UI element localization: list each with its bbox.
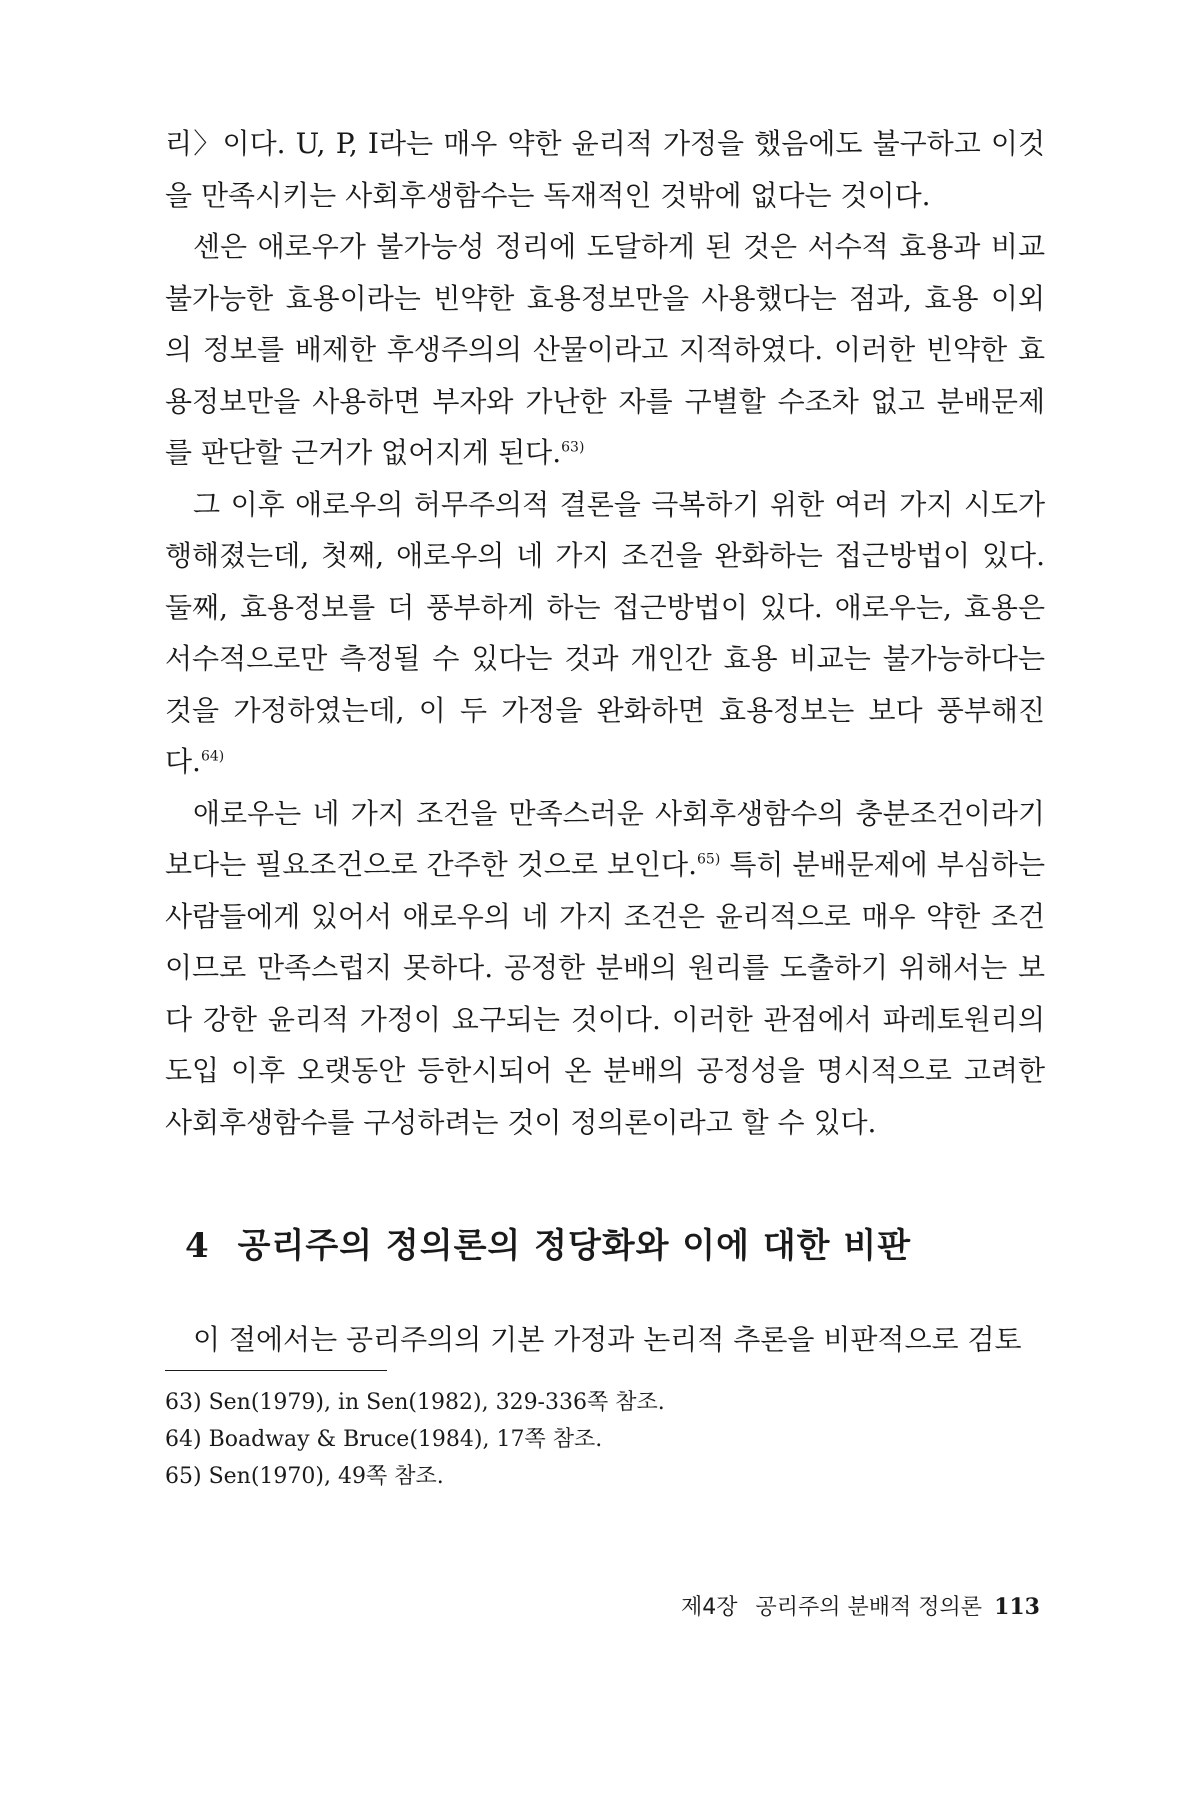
section-number: 4: [185, 1226, 210, 1266]
paragraph-4: [165, 788, 1045, 1149]
footnote-ref-65: 65): [697, 851, 721, 868]
paragraph-2: [165, 221, 1045, 479]
footnotes: [165, 1384, 1045, 1495]
footnote-64: 64) Boadway & Bruce(1984), 17쪽 참조.: [165, 1427, 603, 1452]
footnote-65: 65) Sen(1970), 49쪽 참조.: [165, 1464, 444, 1489]
footnote-ref-64: 64): [200, 748, 225, 765]
main-text: [165, 118, 1045, 1148]
page-number: 113: [994, 1594, 1040, 1620]
footer-chapter: 제4장: [681, 1595, 738, 1620]
footnote-divider: [165, 1370, 387, 1371]
footer-title: 공리주의 분배적 정의론: [755, 1595, 983, 1620]
section-heading: [185, 1218, 911, 1267]
section-intro: 이 절에서는 공리주의의 기본 가정과 논리적 추론을 비판적으로 검토: [193, 1323, 1022, 1356]
paragraph-text: 애로우는 네 가지 조건을 만족스러운 사회후생함수의 충분조건이라기보다는 필요조건으로 간주한 것으로 보인다.: [165, 796, 1045, 881]
footnote-63: 63) Sen(1979), in Sen(1982), 329-336쪽 참조.: [165, 1390, 665, 1415]
paragraph-3: [165, 479, 1045, 788]
paragraph-text: 센은 애로우가 불가능성 정리에 도달하게 된 것은 서수적 효용과 비교 불가능한 효용이라는 빈약한 효용정보만을 사용했다는 점과, 효용 이외의 정보를 배제한 후생주의의 산물이라고 지적하였다. 이러한 빈약한 효용정보만을 사용하면 부자와 가난한 자를 구별할 수조차 없고 분배문제를 판단할 근거가 없어지게 된다.: [165, 230, 1045, 469]
running-footer: [600, 1590, 1040, 1621]
paragraph-text: 리〉이다. U, P, I라는 매우 약한 윤리적 가정을 했음에도 불구하고 이것을 만족시키는 사회후생함수는 독재적인 것밖에 없다는 것이다.: [165, 127, 1045, 212]
paragraph-text: 특히 분배문제에 부심하는 사람들에게 있어서 애로우의 네 가지 조건은 윤리적으로 매우 약한 조건이므로 만족스럽지 못하다. 공정한 분배의 원리를 도출하기 위해서는 보다 강한 윤리적 가정이 요구되는 것이다. 이러한 관점에서 파레토원리의 도입 이후 오랫동안 등한시되어 온 분배의 공정성을 명시적으로 고려한 사회후생함수를 구성하려는 것이 정의론이라고 할 수 있다.: [165, 848, 1046, 1139]
footnote-ref-63: 63): [561, 439, 585, 456]
section-title: 공리주의 정의론의 정당화와 이에 대한 비판: [237, 1226, 912, 1266]
paragraph-text: 그 이후 애로우의 허무주의적 결론을 극복하기 위한 여러 가지 시도가 행해졌는데, 첫째, 애로우의 네 가지 조건을 완화하는 접근방법이 있다. 둘째, 효용정보를 더 풍부하게 하는 접근방법이 있다. 애로우는, 효용은 서수적으로만 측정될 수 있다는 것과 개인간 효용 비교는 불가능하다는 것을 가정하였는데, 이 두 가정을 완화하면 효용정보는 보다 풍부해진다.: [165, 487, 1045, 778]
paragraph-1: [165, 118, 1045, 221]
